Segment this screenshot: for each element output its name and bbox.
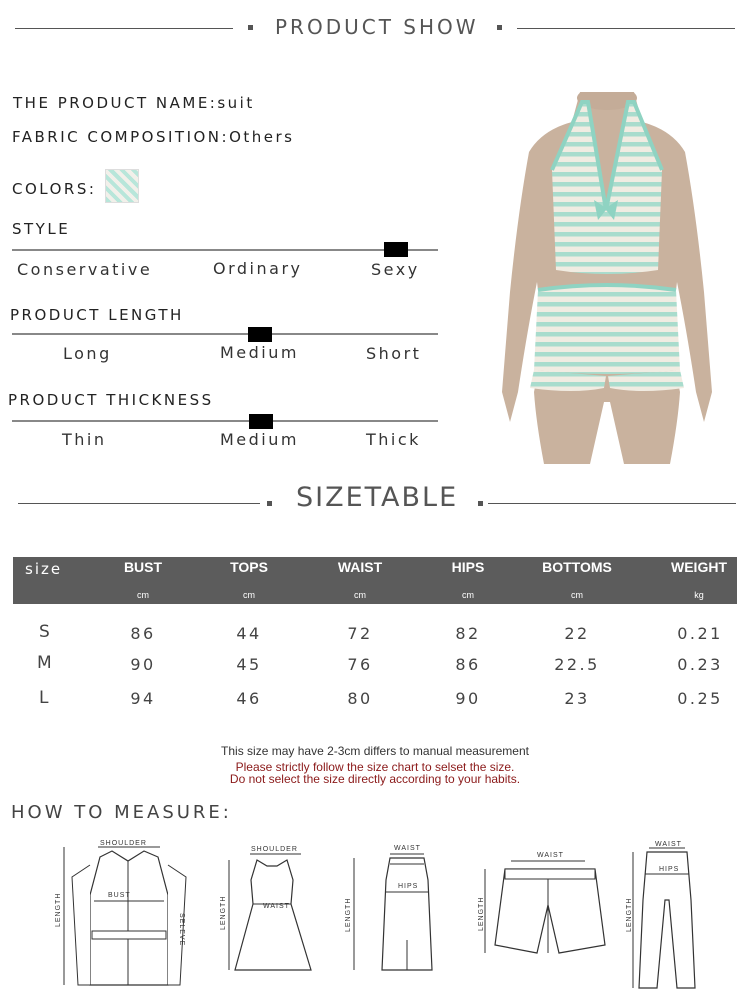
dress-measure-diagram: [215, 840, 320, 988]
fabric-composition: FABRIC COMPOSITION:Others: [12, 128, 295, 146]
cell-bust: 94: [130, 689, 156, 708]
thickness-selected-marker: [249, 414, 273, 429]
cell-tops: 46: [236, 689, 262, 708]
cell-bottoms: 22: [564, 624, 590, 643]
color-swatch-stripe[interactable]: [105, 169, 139, 203]
length-selected-marker: [248, 327, 272, 342]
cell-waist: 76: [347, 655, 373, 674]
col-header-size: size: [25, 560, 63, 578]
label-hips: HIPS: [659, 866, 680, 873]
col-header-bust: BUST: [123, 559, 163, 575]
sizetable-dot-left: [267, 501, 272, 506]
jacket-measure-diagram: [50, 835, 200, 993]
size-warning-1: Please strictly follow the size chart to selset the size.: [235, 760, 515, 774]
length-option-short: Short: [366, 344, 422, 363]
header-dot-left: [248, 25, 253, 30]
length-scale-line: [12, 333, 438, 335]
thickness-option-thick: Thick: [366, 430, 421, 449]
cell-hips: 86: [455, 655, 481, 674]
cell-bottoms: 22.5: [554, 655, 600, 674]
label-shoulder: SHOULDER: [251, 846, 298, 853]
length-option-medium: Medium: [220, 343, 299, 362]
length-option-long: Long: [63, 344, 112, 363]
thickness-option-medium: Medium: [220, 430, 299, 449]
thickness-label: PRODUCT THICKNESS: [8, 391, 214, 409]
label-waist: WAIST: [394, 845, 421, 852]
col-header-bottoms: BOTTOMS: [542, 559, 612, 575]
style-label: STYLE: [12, 220, 71, 238]
sizetable-dot-right: [478, 501, 483, 506]
product-image: [482, 92, 732, 467]
col-header-weight: WEIGHT: [671, 559, 727, 575]
label-length: LENGTH: [220, 895, 227, 930]
unit-bottoms: cm: [571, 590, 583, 600]
header-rule-left: [15, 28, 233, 29]
product-show-title: PRODUCT SHOW: [275, 15, 479, 39]
style-option-conservative: Conservative: [17, 260, 153, 279]
cell-size: S: [39, 622, 50, 642]
measurement-note: This size may have 2-3cm differs to manual measurement: [221, 744, 529, 758]
cell-hips: 90: [455, 689, 481, 708]
thickness-scale-line: [12, 420, 438, 422]
cell-waist: 80: [347, 689, 373, 708]
cell-bust: 86: [130, 624, 156, 643]
skirt-measure-diagram: [340, 840, 445, 988]
style-scale-line: [12, 249, 438, 251]
sizetable-title: SIZETABLE: [296, 482, 459, 513]
col-header-waist: WAIST: [337, 559, 383, 575]
unit-weight: kg: [694, 590, 704, 600]
unit-hips: cm: [462, 590, 474, 600]
cell-tops: 45: [236, 655, 262, 674]
label-length: LENGTH: [478, 896, 485, 931]
cell-bust: 90: [130, 655, 156, 674]
col-header-hips: HIPS: [451, 559, 485, 575]
cell-waist: 72: [347, 624, 373, 643]
thickness-option-thin: Thin: [62, 430, 107, 449]
unit-bust: cm: [137, 590, 149, 600]
shorts-measure-diagram: [475, 845, 620, 975]
col-header-tops: TOPS: [230, 559, 268, 575]
cell-size: L: [39, 688, 49, 708]
size-warning-2: Do not select the size directly according to your habits.: [229, 772, 521, 786]
sizetable-rule-left: [18, 503, 260, 504]
how-to-measure-title: HOW TO MEASURE:: [11, 802, 232, 823]
unit-waist: cm: [354, 590, 366, 600]
cell-weight: 0.25: [677, 689, 723, 708]
label-shoulder: SHOULDER: [100, 840, 147, 847]
header-dot-right: [497, 25, 502, 30]
cell-hips: 82: [455, 624, 481, 643]
unit-tops: cm: [243, 590, 255, 600]
style-option-ordinary: Ordinary: [213, 259, 303, 278]
label-waist: WAIST: [537, 852, 564, 859]
cell-tops: 44: [236, 624, 262, 643]
style-option-sexy: Sexy: [371, 260, 420, 279]
pants-measure-diagram: [625, 840, 710, 990]
header-rule-right: [517, 28, 735, 29]
label-waist: WAIST: [655, 841, 682, 848]
label-waist: WAIST: [263, 903, 290, 910]
label-hips: HIPS: [398, 883, 419, 890]
label-length: LENGTH: [345, 897, 352, 932]
sizetable-rule-right: [488, 503, 736, 504]
cell-bottoms: 23: [564, 689, 590, 708]
product-name: THE PRODUCT NAME:suit: [13, 94, 255, 112]
label-bust: BUST: [108, 892, 131, 899]
style-selected-marker: [384, 242, 408, 257]
colors-label: COLORS:: [12, 180, 97, 198]
label-sleeve: SELEVE: [178, 913, 185, 947]
label-length: LENGTH: [55, 892, 62, 927]
cell-size: M: [37, 653, 52, 673]
length-label: PRODUCT LENGTH: [10, 306, 184, 324]
cell-weight: 0.23: [677, 655, 723, 674]
cell-weight: 0.21: [677, 624, 723, 643]
label-length: LENGTH: [626, 897, 633, 932]
